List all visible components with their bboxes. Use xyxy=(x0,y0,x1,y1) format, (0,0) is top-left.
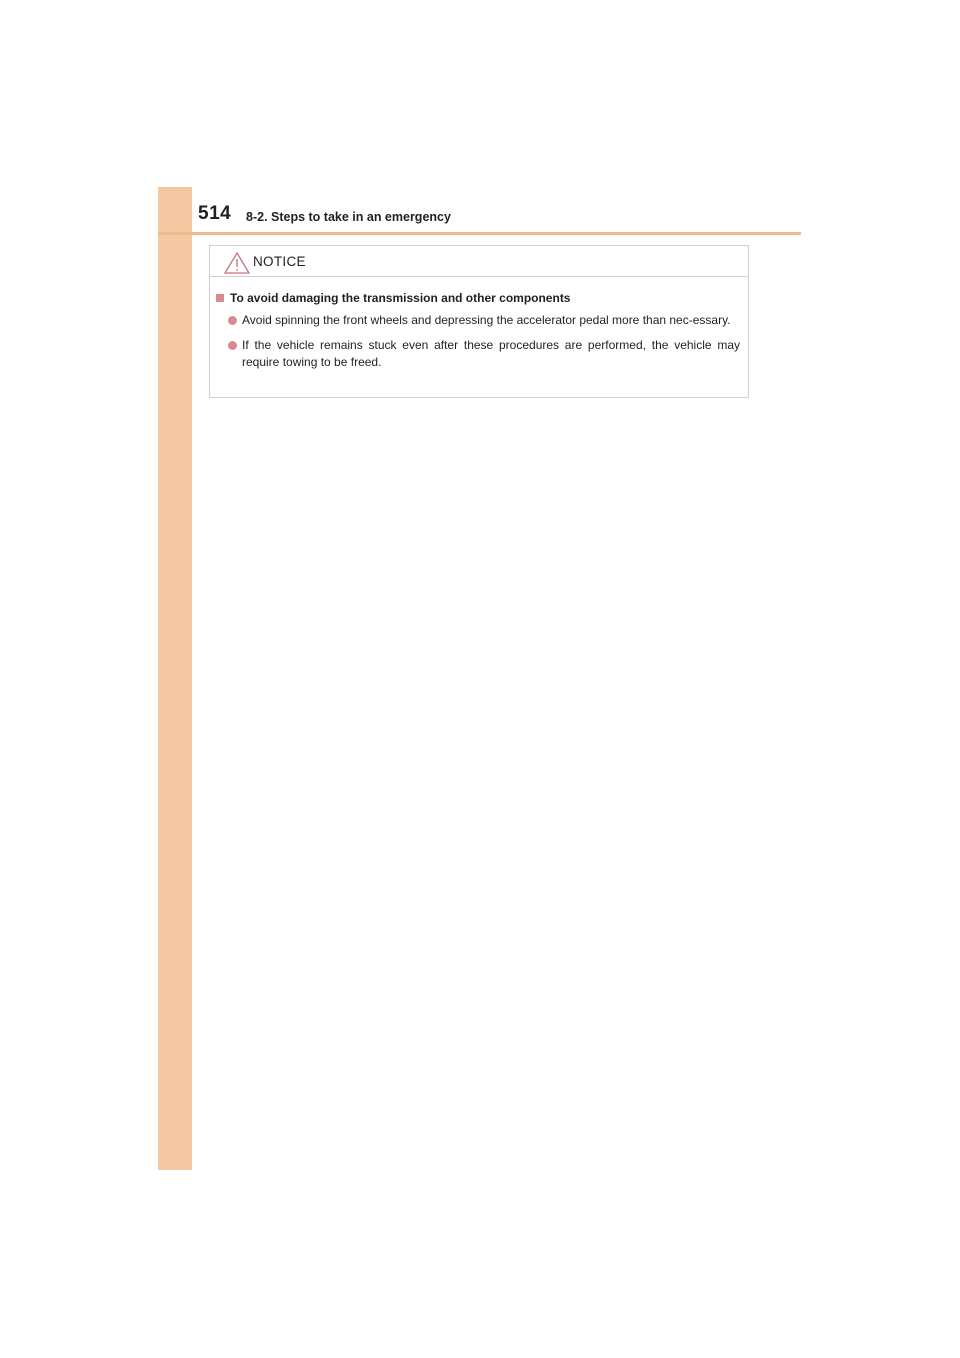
header-rule xyxy=(158,232,801,235)
bullet-text: If the vehicle remains stuck even after these procedures are performed, the vehicle may require towing to be freed. xyxy=(242,338,740,369)
bullet-item xyxy=(242,337,740,371)
notice-topic xyxy=(216,291,742,305)
page-number: 514 xyxy=(198,203,232,224)
notice-header xyxy=(210,246,748,277)
section-title: 8-2. Steps to take in an emergency xyxy=(246,210,451,224)
notice-bullet-list xyxy=(210,312,748,379)
round-bullet-icon xyxy=(228,316,237,325)
notice-label: NOTICE xyxy=(253,254,306,269)
square-bullet-icon xyxy=(216,294,224,302)
bullet-item xyxy=(242,312,740,329)
bullet-text: Avoid spinning the front wheels and depressing the accelerator pedal more than nec-essary. xyxy=(242,313,731,327)
round-bullet-icon xyxy=(228,341,237,350)
notice-box xyxy=(209,245,749,398)
warning-triangle-icon xyxy=(224,252,250,274)
notice-topic-text: To avoid damaging the transmission and other components xyxy=(230,291,571,305)
side-band xyxy=(158,187,192,1170)
